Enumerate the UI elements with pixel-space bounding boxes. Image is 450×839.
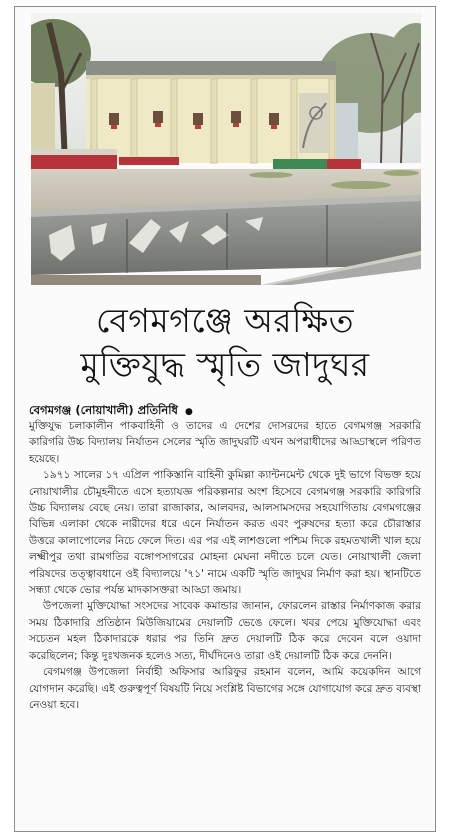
- paragraph-1: মুক্তিযুদ্ধ চলাকালীন পাকবাহিনী ও তাদের এ দেশের দোসরদের হাতে বেগমগঞ্জ সরকারি কারিগরি উচ্চ বিদ্যালয় নির্যাতন সেলের স্মৃতি জাদুঘরটি এখন অপরাধীদের আড্ডাস্থলে পরিণত হয়েছে।: [29, 420, 421, 465]
- byline-text: বেগমগঞ্জ (নোয়াখালী) প্রতিনিধি: [29, 403, 178, 417]
- red-base-left: [31, 153, 117, 171]
- article-photo: [31, 13, 421, 285]
- red-base-center: [119, 157, 179, 165]
- paragraph-2: ১৯৭১ সালের ১৭ এপ্রিল পাকিস্তানি বাহিনী কুমিল্লা ক্যান্টনমেন্ট থেকে দুই ভাগে বিভক্ত হয়ে নোয়াখালীর চৌমুহনীতে এসে হত্যাযজ্ঞ পরিকল্পনার অংশ হিসেবে বেগমগঞ্জ সরকারি কারিগরি উচ্চ বিদ্যালয় বেছে নেয়। তারা রাজাকার, আলবদর, আলসামসদের সহযোগিতায় বেগমগঞ্জের বিভিন্ন এলাকা থেকে নারীদের ধরে এনে নির্যাতন করত এবং পুরুষদের হত্যা করে চৌরাস্তার উত্তরে কালাপোলের নিচে ফেলে দিত। এর পর এই লাশগুলো পশ্চিম দিকে রহমতখালী খাল হয়ে লক্ষ্মীপুর তথা রামগতির বঙ্গোপসাগরের মোহনা মেঘনা নদীতে চলে যেত। নোয়াখালী জেলা পরিষদের তত্ত্বাবধানে ওই বিদ্যালয়ে '৭১' নামে একটি স্মৃতি জাদুঘর নির্মাণ করা হয়। স্থানটিতে সন্ধ্যা থেকে ভোর পর্যন্ত মাদকাসক্তরা আড্ডা জমায়।: [29, 469, 421, 597]
- article-body: [29, 418, 421, 713]
- headline: [15, 299, 435, 387]
- museum-building: [86, 61, 336, 163]
- paragraph-3: উপজেলা মুক্তিযোদ্ধা সংসদের সাবেক কমান্ডার জানান, ফোরলেন রাস্তার নির্মাণকাজ করার সময় ঠিকাদারি প্রতিষ্ঠান মিউজিয়ামের দেয়ালটি ভেঙে ফেলে। খবর পেয়ে মুক্তিযোদ্ধা এবং সচেতন মহল ঠিকাদারকে ধরার পর তিনি দ্রুত দেয়ালটি ঠিক করে দেবেন বলে ওয়াদা করেছিলেন; কিন্তু দুঃখজনক হলেও সত্য, দীর্ঘদিনেও তারা ওই দেয়ালটি ঠিক করে দেননি।: [29, 600, 421, 662]
- headline-line-1: বেগমগঞ্জে অরক্ষিত: [96, 301, 354, 340]
- newspaper-clipping: [14, 6, 436, 832]
- paragraph-4: বেগমগঞ্জ উপজেলা নির্বাহী অফিসার আরিফুর রহমান বলেন, আমি কয়েকদিন আগে যোগদান করেছি। এই গুরুত্বপূর্ণ বিষয়টি নিয়ে সংশ্লিষ্ট বিভাগের সঙ্গে যোগাযোগ করে দ্রুত ব্যবস্থা নেওয়া হবে।: [29, 666, 421, 711]
- byline-bullet: ●: [185, 407, 193, 417]
- headline-line-2: মুক্তিযুদ্ধ স্মৃতি জাদুঘর: [80, 345, 370, 384]
- museum-photo-illustration: [31, 13, 421, 285]
